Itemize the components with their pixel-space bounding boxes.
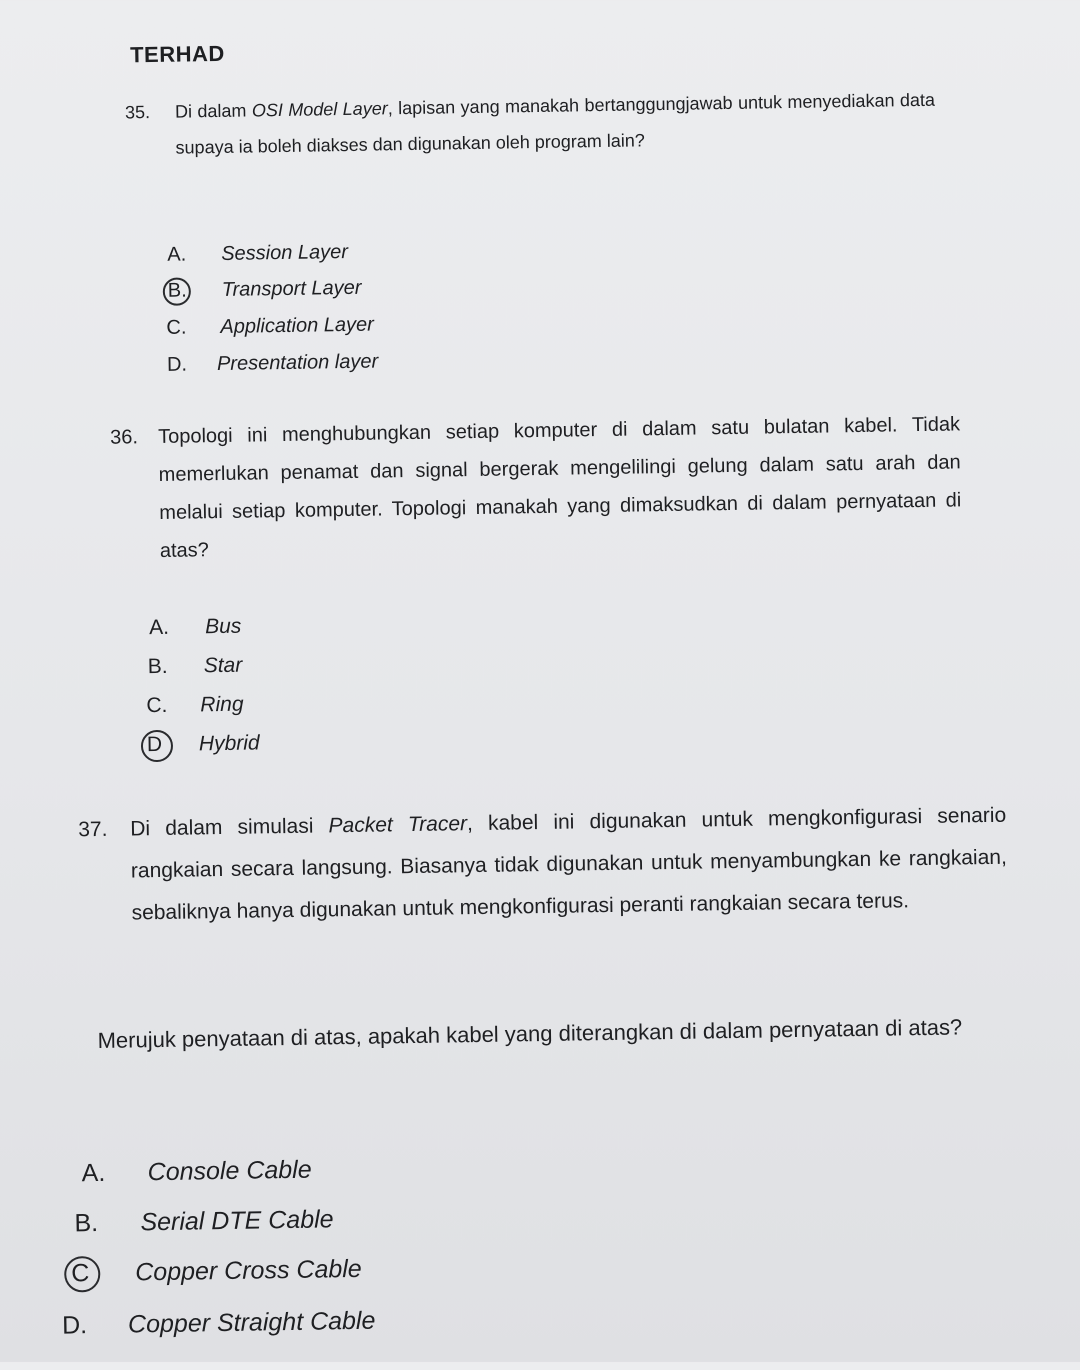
question-35 bbox=[125, 82, 936, 167]
circle-mark-icon bbox=[163, 277, 191, 305]
option-37-d: D. Copper Straight Cable bbox=[61, 1306, 376, 1340]
option-36-b: B. Star bbox=[147, 653, 243, 679]
option-35-b: B. Transport Layer bbox=[168, 277, 362, 303]
option-36-c: C. Ring bbox=[146, 692, 244, 718]
term-osi-model-layer: OSI Model Layer bbox=[251, 98, 388, 121]
selected-answer-mark: C bbox=[71, 1258, 135, 1288]
question-text: Di dalam simulasi Packet Tracer, kabel ini digunakan untuk mengkonfigurasi senario rangkaian secara langsung. Biasanya tidak digunakan untuk menyambungkan ke rangkaian, sebaliknya hanya digunakan untuk mengkonfigurasi peranti rangkaian secara terus. bbox=[130, 803, 1008, 925]
option-37-b: B. Serial DTE Cable bbox=[74, 1205, 334, 1238]
selected-answer-mark: B. bbox=[168, 279, 222, 303]
question-number: 37. bbox=[78, 817, 108, 842]
option-37-a: A. Console Cable bbox=[81, 1155, 312, 1188]
question-37-followup: Merujuk penyataan di atas, apakah kabel yang diterangkan di dalam pernyataan di atas? bbox=[97, 1014, 963, 1053]
question-number: 36. bbox=[109, 426, 139, 449]
option-37-c: C Copper Cross Cable bbox=[71, 1255, 362, 1289]
circle-mark-icon bbox=[141, 730, 173, 762]
selected-answer-mark: D bbox=[147, 732, 199, 757]
option-35-d: D. Presentation layer bbox=[166, 350, 379, 376]
question-text: Di dalam OSI Model Layer, lapisan yang manakah bertanggungjawab untuk menyediakan data supaya ia boleh diakses dan digunakan oleh program lain? bbox=[174, 89, 936, 158]
option-35-a: A. Session Layer bbox=[167, 240, 349, 266]
classification-header: TERHAD bbox=[129, 40, 225, 68]
question-number: 35. bbox=[124, 102, 151, 123]
option-36-a: A. Bus bbox=[148, 614, 242, 640]
term-packet-tracer: Packet Tracer bbox=[328, 812, 468, 838]
question-37 bbox=[78, 795, 1008, 936]
circle-mark-icon bbox=[64, 1256, 101, 1293]
question-text: Topologi ini menghubungkan setiap komputer di dalam satu bulatan kabel. Tidak memerlukan penamat dan signal bergerak mengelilingi gelung dalam satu arah dan melalui setiap komputer. Topologi manakah yang dimaksudkan di dalam pernyataan di atas? bbox=[157, 413, 962, 562]
option-35-c: C. Application Layer bbox=[166, 313, 374, 339]
option-36-d: D Hybrid bbox=[147, 731, 260, 757]
question-36 bbox=[110, 405, 962, 570]
